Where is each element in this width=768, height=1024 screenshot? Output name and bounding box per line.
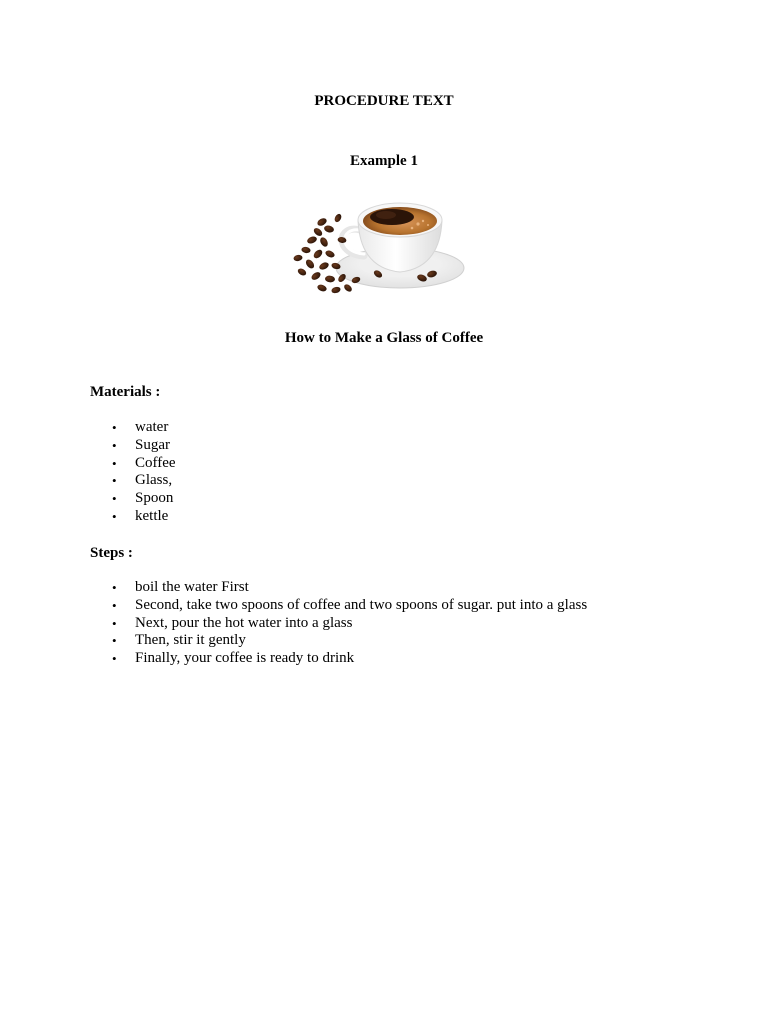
bullet-icon: • [112,420,117,435]
bullet-icon: • [112,580,117,595]
list-item: • Coffee [112,454,176,471]
document-title: PROCEDURE TEXT [314,93,454,109]
list-item: • Glass, [112,472,173,489]
example-label: Example 1 [350,153,418,169]
list-item: • Spoon [112,490,174,507]
list-item: • kettle [112,507,169,524]
bullet-icon: • [112,491,117,507]
bullet-icon: • [112,633,117,649]
list-item: • Second, take two spoons of coffee and two spoons of sugar. put into a glass [112,596,588,613]
steps-list [90,579,587,668]
list-item: • Then, stir it gently [112,632,246,649]
list-item: • Next, pour the hot water into a glass [112,614,353,631]
bullet-icon: • [112,615,117,631]
bullet-icon: • [112,437,117,453]
steps-heading: Steps : [90,545,133,561]
bullet-icon: • [112,455,117,471]
list-item: • Finally, your coffee is ready to drink [112,650,355,667]
list-item: • Sugar [112,436,170,453]
materials-list [90,419,176,526]
list-item: • water [112,419,169,435]
procedure-goal-title: How to Make a Glass of Coffee [284,330,484,346]
coffee-cup-photo [282,194,468,312]
bullet-icon: • [112,651,117,667]
materials-heading: Materials : [90,384,161,400]
list-item: • boil the water First [112,579,249,595]
bullet-icon: • [112,597,117,613]
bullet-icon: • [112,473,117,489]
bullet-icon: • [112,508,117,524]
